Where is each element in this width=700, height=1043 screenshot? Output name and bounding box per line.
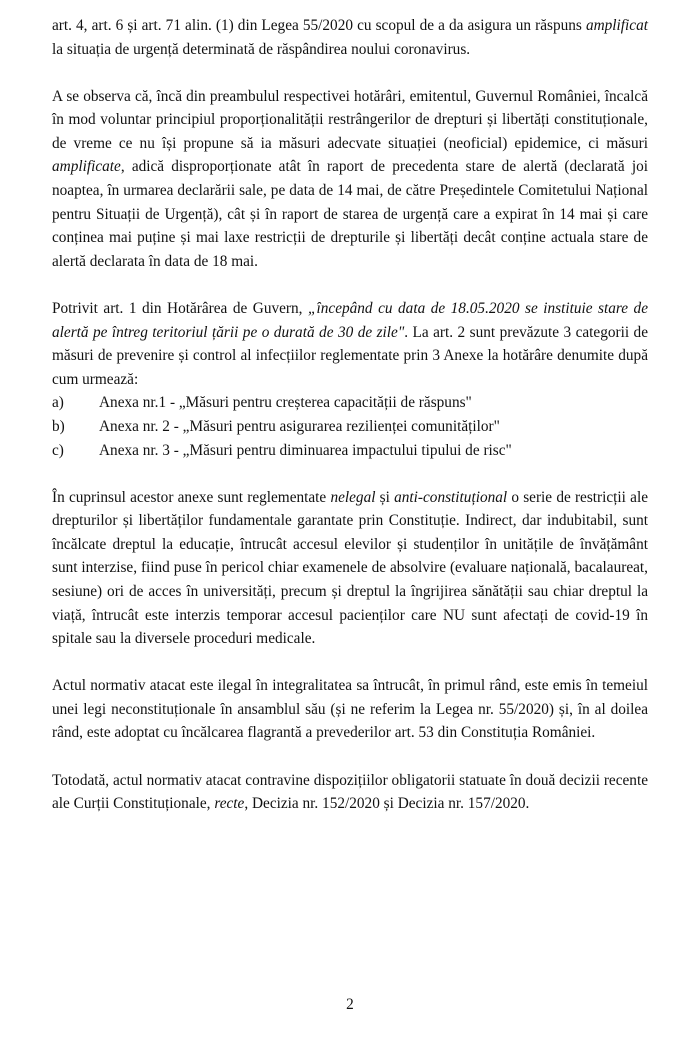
- paragraph-3: Potrivit art. 1 din Hotărârea de Guvern, „începând cu data de 18.05.2020 se instituie stare de alertă pe întreg teritoriul țării pe o durată de 30 de zile". La art. 2 sunt prevăzute 3 categorii de măsuri de prevenire și control al infecțiilor reglementate prin 3 Anexe la hotărâre denumite după cum urmează:: [52, 299, 648, 388]
- paragraph-4: În cuprinsul acestor anexe sunt reglementate nelegal și anti-constituțional o serie de restricții ale drepturilor și libertăților fundamentale garantate prin Constituție. Indirect, dar indubitabil, sunt încălcate dreptul la educație, întrucât accesul elevilor și studenților în unitățile de învățământ sunt interzise, fiind puse în pericol chiar examenele de absolvire (evaluare națională, bacalaureat, sesiune) ori de acces în universități, precum și dreptul la îngrijirea sănătății sau chiar dreptul la viață, întrucât este interzis temporar accesul pacienților care NU sunt afectați de covid-19 în spitale sau la diversele proceduri medicale.: [52, 488, 648, 648]
- list-letter: c): [52, 441, 64, 459]
- paragraph-2: A se observa că, încă din preambulul respectivei hotărâri, emitentul, Guvernul României, încalcă în mod voluntar principiul proporționalității restrângerilor de drepturi și libertăți constituționale, de vreme ce nu își propune să ia măsuri adecvate situației (neoficial) epidemice, ci măsuri amplificate, adică disproporționate atât în raport de precedenta stare de alertă (declarată joi noaptea, în urmarea declarării sale, pe data de 14 mai, de către Președintele Comitetului Național pentru Situații de Urgență), cât și în raport de starea de urgență care a expirat în 14 mai și care conținea mai puține și mai laxe restricții de drepturile și libertăți decât conține actuala stare de alertă declarata în data de 18 mai.: [52, 87, 648, 270]
- paragraph-6: Totodată, actul normativ atacat contravine dispozițiilor obligatorii statuate în două decizii recente ale Curții Constituționale, recte, Decizia nr. 152/2020 și Decizia nr. 157/2020.: [52, 771, 648, 813]
- list-item-text: Anexa nr. 2 - „Măsuri pentru asigurarea rezilienței comunităților": [99, 417, 500, 435]
- list-item-text: Anexa nr.1 - „Măsuri pentru creșterea capacității de răspuns": [99, 394, 472, 412]
- list-item: [52, 415, 648, 439]
- list-item-text: Anexa nr. 3 - „Măsuri pentru diminuarea impactului tipului de risc": [99, 441, 512, 459]
- list-item: [52, 391, 648, 415]
- list-item: [52, 439, 648, 463]
- document-page: [52, 14, 648, 839]
- list-letter: b): [52, 417, 65, 435]
- page-number: 2: [346, 996, 354, 1013]
- list-letter: a): [52, 394, 64, 412]
- paragraph-5: Actul normativ atacat este ilegal în integralitatea sa întrucât, în primul rând, este emis în temeiul unei legi neconstituționale în ansamblul său (și ne referim la Legea nr. 55/2020) și, în al doilea rând, este adoptat cu încălcarea flagrantă a prevederilor art. 53 din Constituția României.: [52, 677, 648, 742]
- paragraph-1: art. 4, art. 6 și art. 71 alin. (1) din Legea 55/2020 cu scopul de a da asigura un răspuns amplificat la situația de urgență determinată de răspândirea noului coronavirus.: [52, 17, 648, 58]
- annex-list: [52, 391, 648, 462]
